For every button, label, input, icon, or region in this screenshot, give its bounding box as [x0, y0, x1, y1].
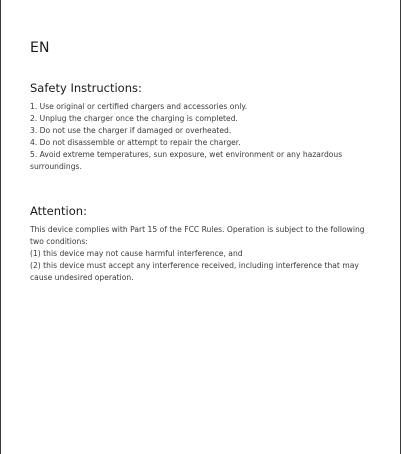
fcc-compliance-statement: This device complies with Part 15 of the FCC Rules. Operation is subject to the following two conditions:: [30, 225, 365, 246]
safety-item: 3. Do not use the charger if damaged or overheated.: [30, 126, 232, 135]
safety-item: 2. Unplug the charger once the charging is completed.: [30, 114, 238, 123]
attention-body: [30, 224, 380, 284]
safety-item: 4. Do not disassemble or attempt to repair the charger.: [30, 138, 241, 147]
safety-instructions-heading: Safety Instructions:: [30, 81, 142, 95]
fcc-condition: (2) this device must accept any interference received, including interference that may cause undesired operation.: [30, 261, 359, 282]
attention-heading: Attention:: [30, 204, 87, 218]
fcc-condition: (1) this device may not cause harmful interference, and: [30, 249, 243, 258]
language-code: EN: [30, 40, 50, 56]
safety-item: 1. Use original or certified chargers and accessories only.: [30, 102, 248, 111]
safety-item: 5. Avoid extreme temperatures, sun exposure, wet environment or any hazardous surroundings.: [30, 150, 343, 171]
safety-instructions-list: [30, 101, 380, 173]
